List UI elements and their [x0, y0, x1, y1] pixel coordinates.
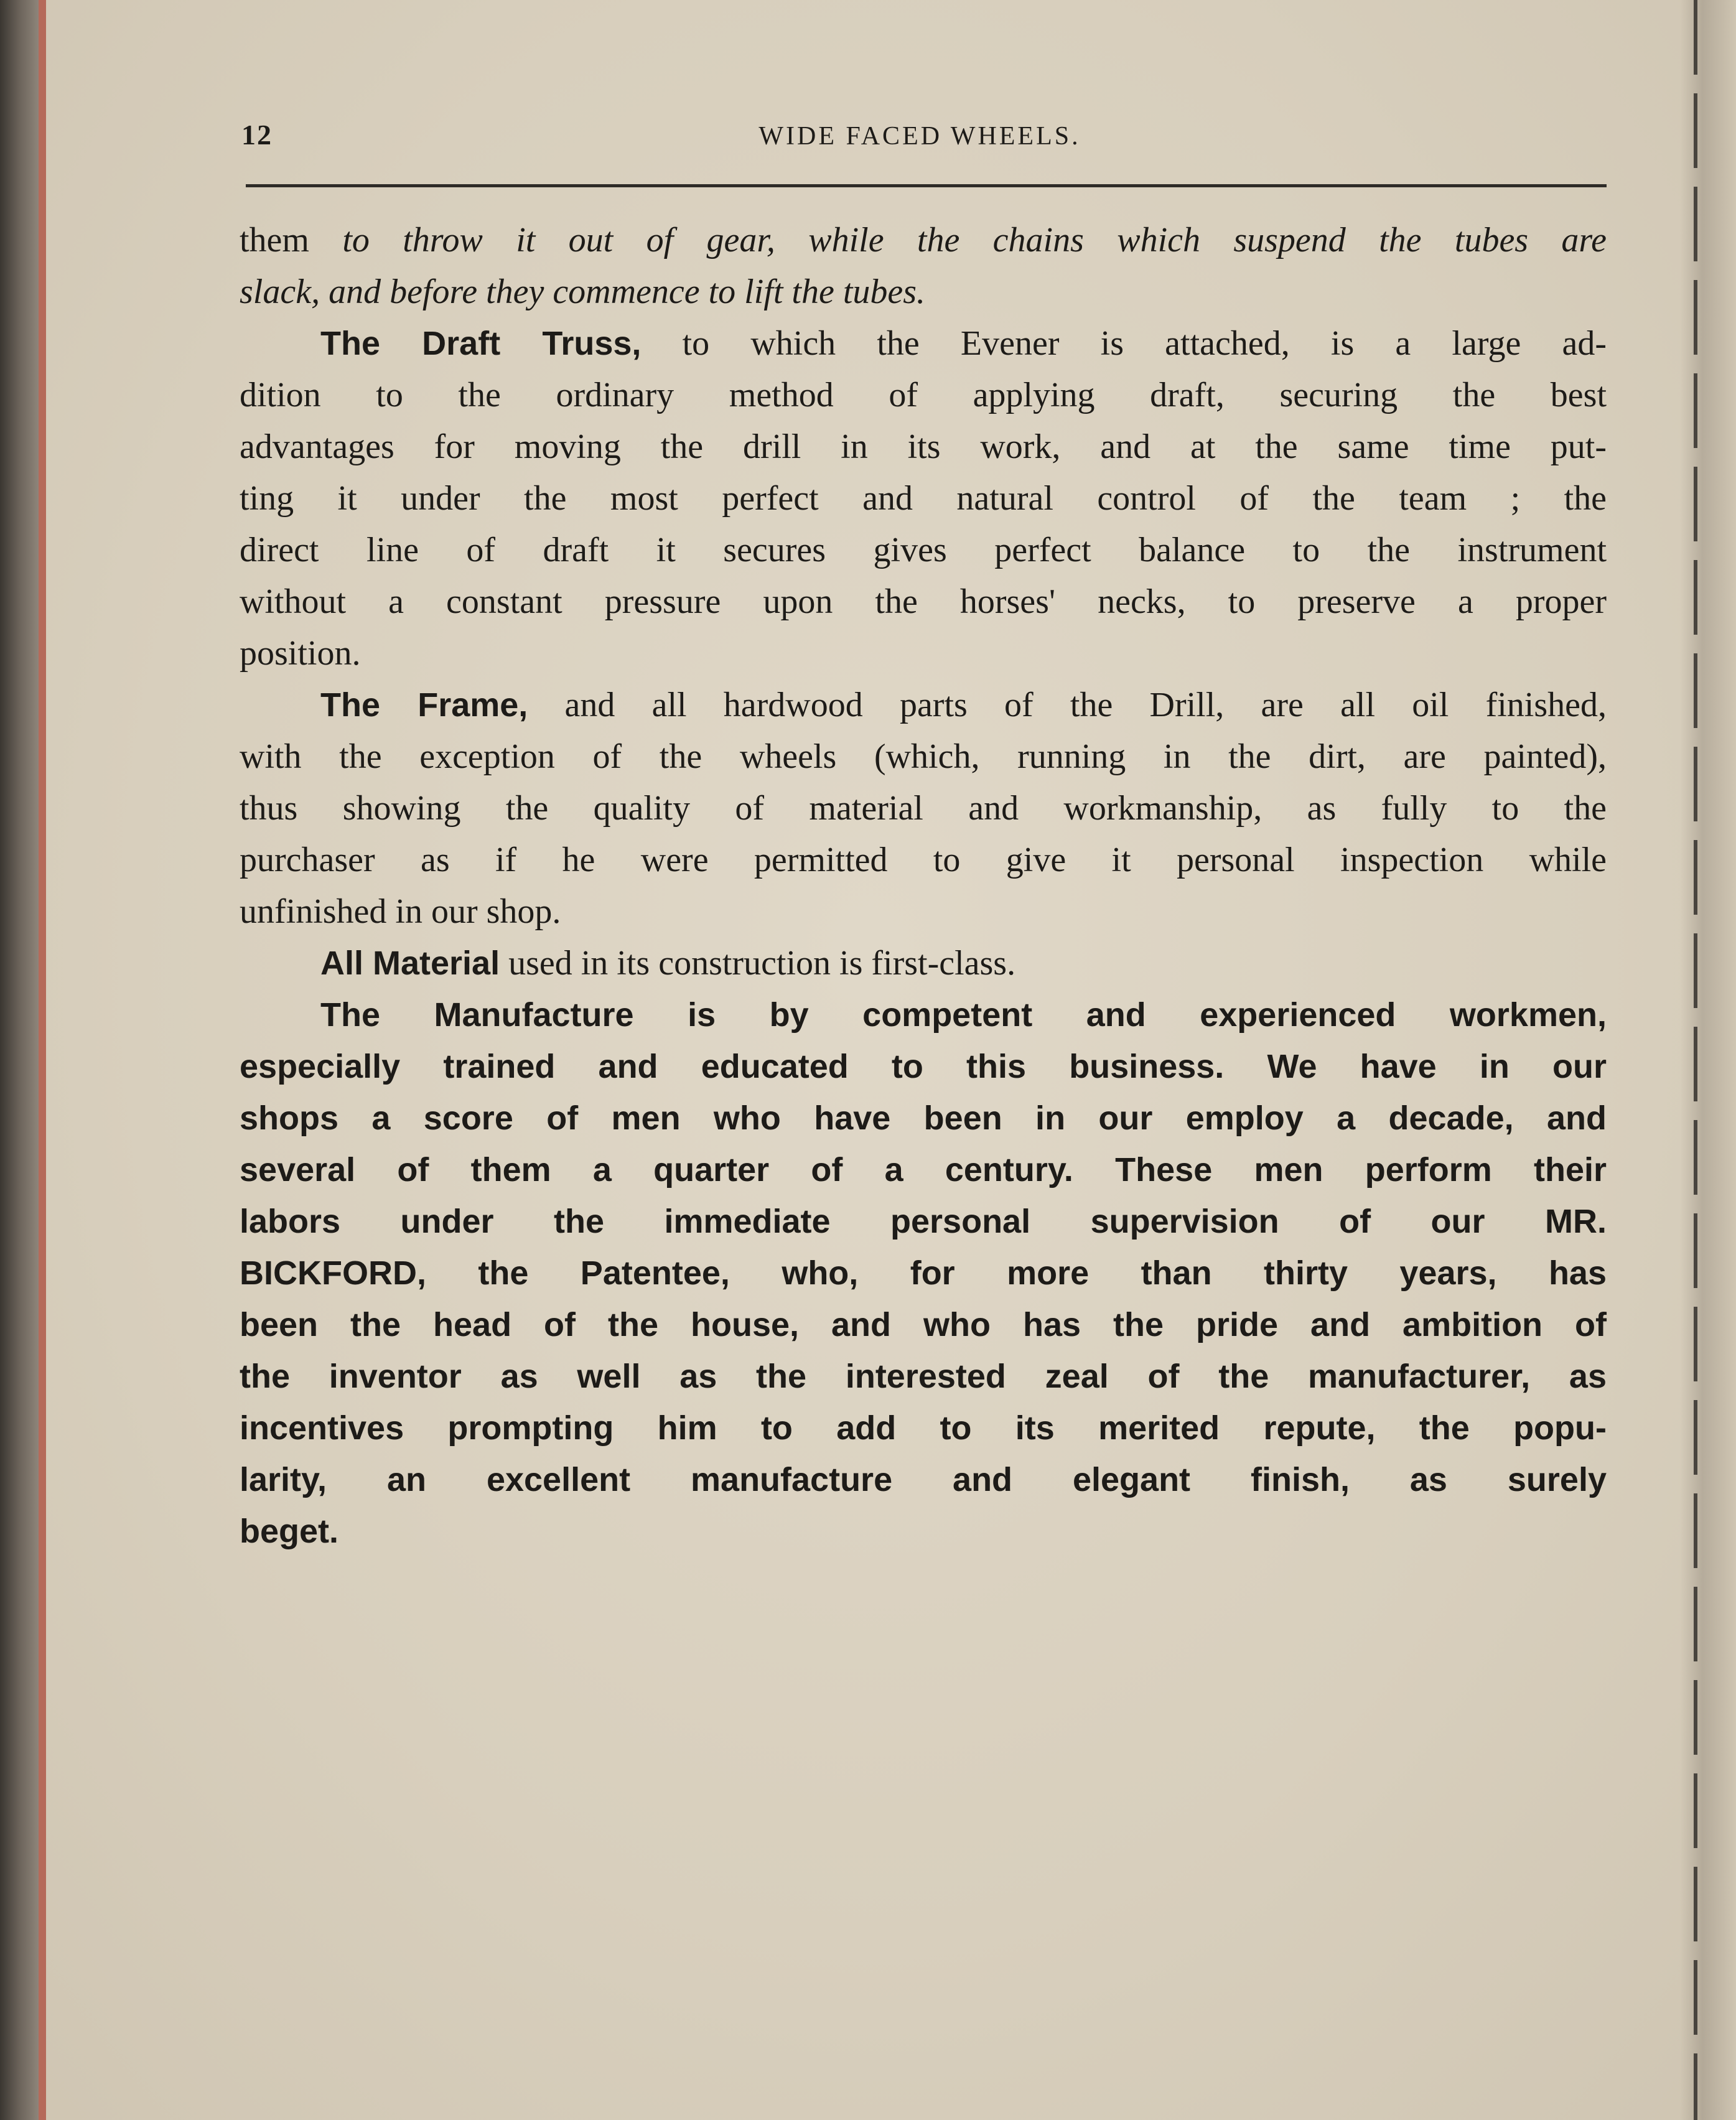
text-segment: unfinished in our shop. — [240, 892, 561, 931]
lead-in-heading: All Material — [320, 945, 500, 982]
text-line — [240, 731, 1607, 783]
text-segment: position. — [240, 634, 361, 673]
text-segment: incentives prompting him to add to its merited repute, the popu- — [240, 1409, 1607, 1447]
text-line — [240, 989, 1607, 1041]
paragraph — [240, 989, 1607, 1557]
text-segment: without a constant pressure upon the horses' necks, to preserve a proper — [240, 582, 1607, 621]
text-segment: with the exception of the wheels (which, running in the dirt, are painted), — [240, 737, 1607, 776]
text-segment: and all hardwood parts of the Drill, are all oil finished, — [528, 686, 1607, 724]
body-text — [240, 215, 1607, 1557]
text-line — [240, 1403, 1607, 1454]
paragraph — [240, 679, 1607, 938]
lead-in-heading: The Frame, — [320, 686, 528, 724]
text-segment: ting it under the most perfect and natural control of the team ; the — [240, 479, 1607, 518]
text-line — [240, 834, 1607, 886]
text-segment: them — [240, 221, 343, 259]
text-line — [240, 1041, 1607, 1093]
text-line — [240, 525, 1607, 576]
text-line — [240, 1144, 1607, 1196]
paragraph — [240, 215, 1607, 318]
text-line — [240, 1248, 1607, 1299]
text-segment: advantages for moving the drill in its work, and at the same time put- — [240, 427, 1607, 466]
text-line — [240, 783, 1607, 834]
facing-page-edge — [1694, 0, 1697, 2120]
text-segment: used in its construction is first-class. — [500, 944, 1016, 983]
paragraph — [240, 938, 1607, 989]
page-number: 12 — [241, 119, 273, 151]
text-line — [240, 473, 1607, 525]
text-line — [240, 318, 1607, 370]
header-rule — [246, 184, 1607, 187]
text-line — [240, 1299, 1607, 1351]
text-segment: to throw it out of gear, while the chains which suspend the tubes are — [342, 221, 1607, 259]
binding-red-edge — [39, 0, 46, 2120]
text-line — [240, 1351, 1607, 1403]
text-segment: direct line of draft it secures gives perfect balance to the instrument — [240, 531, 1607, 569]
text-segment: been the head of the house, and who has the pride and ambition of — [240, 1306, 1607, 1343]
text-segment: especially trained and educated to this business. We have in our — [240, 1048, 1607, 1085]
paragraph — [240, 318, 1607, 679]
book-binding — [0, 0, 39, 2120]
text-line — [240, 1506, 1607, 1557]
text-line — [240, 421, 1607, 473]
text-segment: labors under the immediate personal supervision of our MR. — [240, 1203, 1607, 1240]
text-line — [240, 266, 1607, 318]
text-line — [240, 370, 1607, 421]
text-segment: BICKFORD, the Patentee, who, for more than thirty years, has — [240, 1254, 1607, 1292]
text-line — [240, 679, 1607, 731]
text-segment: purchaser as if he were permitted to give it personal inspection while — [240, 841, 1607, 879]
text-line — [240, 1454, 1607, 1506]
text-segment: the inventor as well as the interested zeal of the manufacturer, as — [240, 1358, 1607, 1395]
text-segment: thus showing the quality of material and workmanship, as fully to the — [240, 789, 1607, 828]
page-gutter-shadow — [1680, 0, 1736, 2120]
text-line — [240, 886, 1607, 938]
text-segment: dition to the ordinary method of applying draft, securing the best — [240, 376, 1607, 414]
text-line — [240, 938, 1607, 989]
text-segment: larity, an excellent manufacture and elegant finish, as surely — [240, 1461, 1607, 1498]
text-segment: several of them a quarter of a century. These men perform their — [240, 1151, 1607, 1188]
text-line — [240, 215, 1607, 266]
text-line — [240, 576, 1607, 628]
running-title: WIDE FACED WHEELS. — [758, 122, 1081, 151]
lead-in-heading: The Draft Truss, — [320, 325, 642, 362]
text-line — [240, 1093, 1607, 1144]
text-segment: to which the Evener is attached, is a large ad- — [641, 324, 1607, 363]
text-line — [240, 1196, 1607, 1248]
text-line — [240, 628, 1607, 679]
text-segment: beget. — [240, 1513, 339, 1550]
text-segment: shops a score of men who have been in our employ a decade, and — [240, 1100, 1607, 1137]
text-segment: slack, and before they commence to lift the tubes. — [240, 273, 926, 311]
text-segment: The Manufacture is by competent and experienced workmen, — [320, 996, 1607, 1034]
